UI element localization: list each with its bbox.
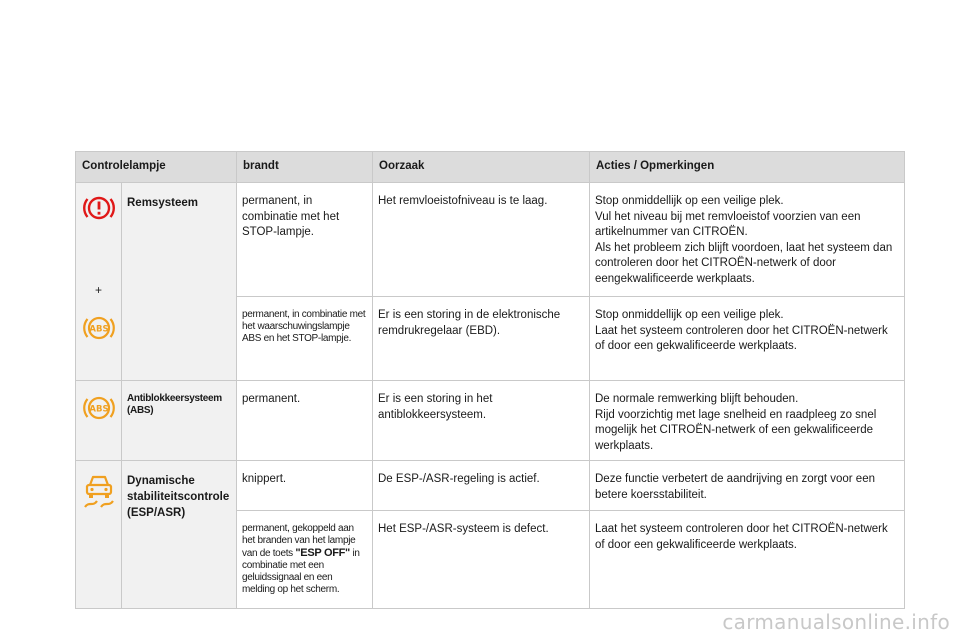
- ebd-cause: Er is een storing in de elektronische remdrukregelaar (EBD).: [373, 297, 590, 381]
- esp-name: Dynamische stabiliteitscontrole (ESP/ASR): [122, 461, 237, 609]
- header-lit: brandt: [237, 152, 373, 183]
- abs-cause: Er is een storing in het antiblokkeersysteem.: [373, 381, 590, 461]
- brake-action: [590, 183, 905, 297]
- abs-warning-icon: [82, 393, 116, 423]
- esp-condition: knippert.: [237, 461, 373, 511]
- table-row: [76, 461, 905, 511]
- abs-icon-cell: [76, 381, 122, 461]
- header-warning-light: Controlelampje: [76, 152, 237, 183]
- abs-name: Antiblokkeersysteem (ABS): [122, 381, 237, 461]
- abs-action-text: De normale remwerking blijft behouden. Rijd voorzichtig met lage snelheid en raadpleeg zo snel mogelijk het CITROËN-netwerk of een gekwalificeerde werkplaats.: [595, 393, 877, 452]
- esp-cause: De ESP-/ASR-regeling is actief.: [373, 461, 590, 511]
- svg-text:ABS: ABS: [88, 404, 109, 415]
- watermark: carmanualsonline.info: [722, 610, 950, 634]
- warning-lights-table: [75, 151, 905, 609]
- brake-action-text: Stop onmiddellijk op een veilige plek. Vul het niveau bij met remvloeistof voorzien van een artikelnummer van CITROËN. Als het probleem zich blijft voordoen, laat het systeem dan controleren door het CITROËN-netwerk of door eengekwalificeerde werkplaats.: [595, 195, 893, 285]
- esp-icon-cell: [76, 461, 122, 609]
- brake-cause: Het remvloeistofniveau is te laag.: [373, 183, 590, 297]
- table-row: [76, 381, 905, 461]
- esp-fault-condition-a: permanent, gekoppeld aan het branden van het lampje van de toets: [242, 523, 356, 559]
- abs-warning-icon: [82, 313, 116, 343]
- ebd-action: [590, 297, 905, 381]
- brake-system-name: Remsysteem: [122, 183, 237, 381]
- brake-warning-icon: [82, 193, 116, 223]
- esp-fault-action: Laat het systeem controleren door het CITROËN-netwerk of door een gekwalificeerde werkplaats.: [590, 511, 905, 609]
- abs-condition: permanent.: [237, 381, 373, 461]
- ebd-action-text: Stop onmiddellijk op een veilige plek. Laat het systeem controleren door het CITROËN-netwerk of door een gekwalificeerde werkplaats.: [595, 309, 888, 352]
- table-header-row: [76, 152, 905, 183]
- esp-off-label: "ESP OFF": [295, 547, 350, 559]
- brake-icon-cell: [76, 183, 122, 381]
- abs-action: [590, 381, 905, 461]
- ebd-condition: permanent, in combinatie met het waarschuwingslampje ABS en het STOP-lampje.: [237, 297, 373, 381]
- svg-text:ABS: ABS: [88, 324, 109, 334]
- esp-fault-cause: Het ESP-/ASR-systeem is defect.: [373, 511, 590, 609]
- plus-sign: +: [94, 283, 102, 297]
- header-actions: Acties / Opmerkingen: [590, 152, 905, 183]
- esp-fault-condition-b: in combinatie met een geluidssignaal en een melding op het scherm.: [242, 548, 360, 595]
- esp-skid-icon: [81, 471, 117, 509]
- header-cause: Oorzaak: [373, 152, 590, 183]
- esp-fault-condition: [237, 511, 373, 609]
- esp-action: Deze functie verbetert de aandrijving en zorgt voor een betere koersstabiliteit.: [590, 461, 905, 511]
- brake-condition: permanent, in combinatie met het STOP-lampje.: [237, 183, 373, 297]
- table-row: [76, 183, 905, 297]
